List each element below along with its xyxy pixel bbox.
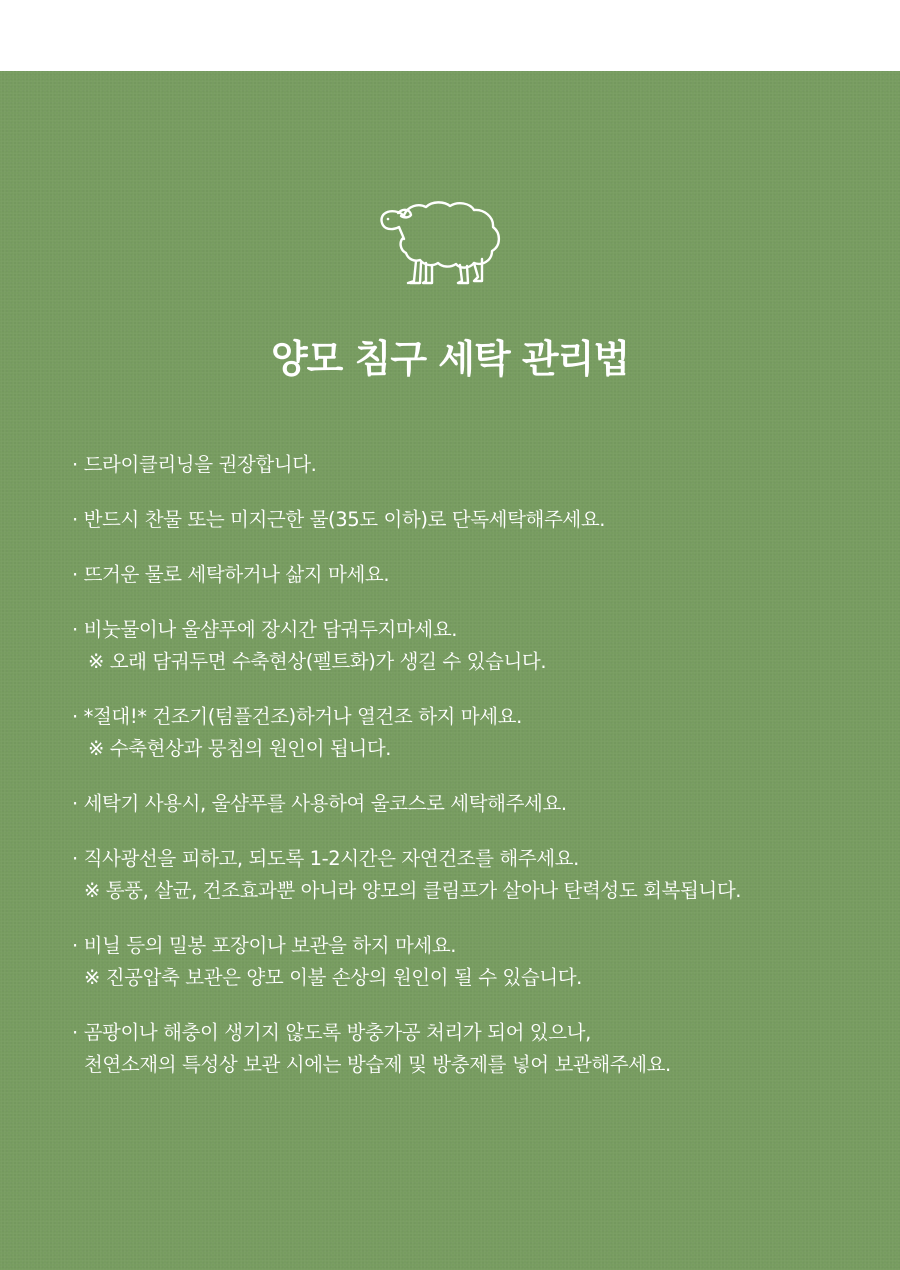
list-item (72, 507, 872, 533)
instruction-note: ※ 수축현상과 뭉침의 원인이 됩니다. (88, 737, 392, 760)
care-guide-panel (0, 71, 900, 1270)
instruction-note: ※ 진공압축 보관은 양모 이불 손상의 원인이 될 수 있습니다. (84, 966, 582, 989)
instruction-note: ※ 통풍, 살균, 건조효과뿐 아니라 양모의 클림프가 살아나 탄력성도 회복됩니다. (84, 879, 742, 902)
instruction-text: · 드라이클리닝을 권장합니다. (72, 453, 317, 476)
instruction-continuation: 천연소재의 특성상 보관 시에는 방습제 및 방충제를 넣어 보관해주세요. (84, 1053, 671, 1076)
list-item (72, 617, 872, 675)
list-item (72, 846, 872, 904)
instruction-text: · 직사광선을 피하고, 되도록 1-2시간은 자연건조를 해주세요. (72, 847, 579, 870)
care-instructions-list (72, 452, 872, 1107)
list-item (72, 704, 872, 762)
instruction-text: · 세탁기 사용시, 울샴푸를 사용하여 울코스로 세탁해주세요. (72, 792, 567, 815)
instruction-text: · *절대!* 건조기(텀플건조)하거나 열건조 하지 마세요. (72, 705, 522, 728)
page-title: 양모 침구 세탁 관리법 (270, 337, 630, 381)
list-item (72, 791, 872, 817)
instruction-text: · 비닐 등의 밀봉 포장이나 보관을 하지 마세요. (72, 934, 457, 957)
top-margin (0, 0, 900, 71)
list-item (72, 1020, 872, 1078)
sheep-icon (374, 193, 506, 289)
list-item (72, 562, 872, 588)
instruction-note: ※ 오래 담궈두면 수축현상(펠트화)가 생길 수 있습니다. (88, 650, 547, 673)
list-item (72, 452, 872, 478)
instruction-text: · 곰팡이나 해충이 생기지 않도록 방충가공 처리가 되어 있으나, (72, 1021, 591, 1044)
instruction-text: · 반드시 찬물 또는 미지근한 물(35도 이하)로 단독세탁해주세요. (72, 508, 606, 531)
list-item (72, 933, 872, 991)
instruction-text: · 비눗물이나 울샴푸에 장시간 담궈두지마세요. (72, 618, 458, 641)
instruction-text: · 뜨거운 물로 세탁하거나 삶지 마세요. (72, 563, 390, 586)
